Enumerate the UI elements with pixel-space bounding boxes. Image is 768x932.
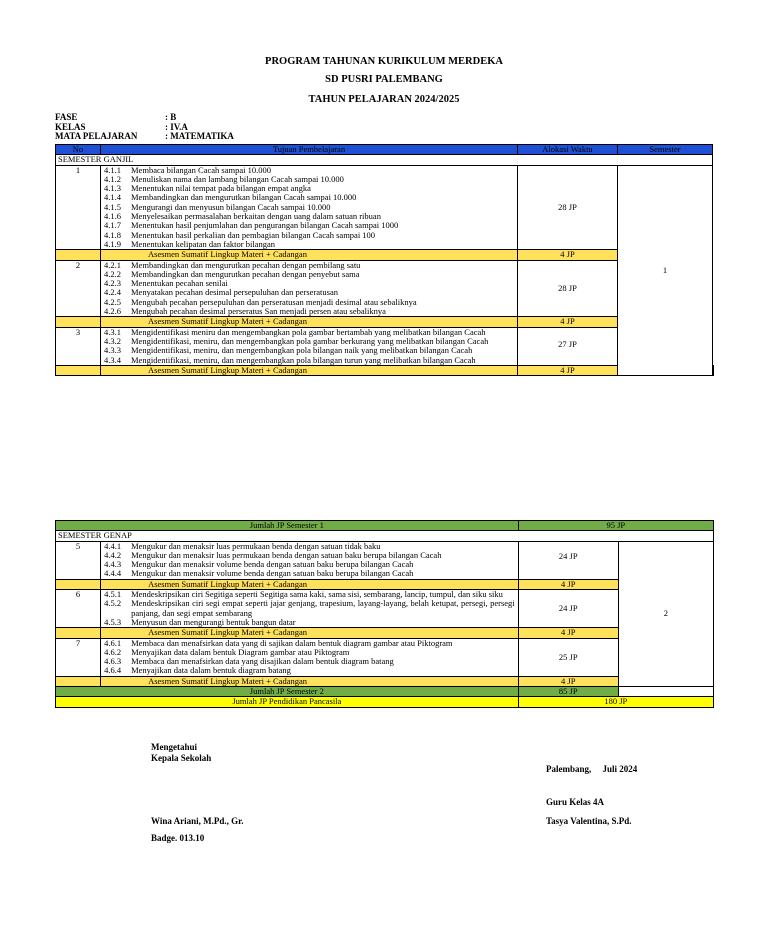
unit-items: [101, 165, 518, 250]
unit-no: 2: [56, 260, 101, 317]
doc-title: PROGRAM TAHUNAN KURIKULUM MERDEKA: [265, 56, 503, 67]
total-semester1-value: 95 JP: [518, 521, 713, 531]
unit-items: [101, 327, 518, 365]
signature-right: [546, 742, 637, 819]
grand-total-value: 180 JP: [518, 697, 713, 707]
list-item: 4.6.4 Menyajikan data dalam bentuk diagram batang: [104, 665, 291, 676]
list-item: 4.5.2 Mendeskripsikan ciri segi empat seperti jajar genjang, trapesium, layang-layang, belah ketupat, persegi, persegi panjang, dan segi empat sembarang: [104, 598, 515, 618]
mapel-label: MATA PELAJARAN: [55, 131, 138, 141]
asesmen-label: Asesmen Sumatif Lingkup Materi + Cadangan: [101, 365, 518, 375]
list-item: 4.1.8 Menentukan hasil perkalian dan pembagian bilangan Cacah sampai 100: [104, 229, 376, 240]
list-item: 4.3.3 Mengidentifikasi, meniru, dan mengembangkan pola bilangan naik yang melibatkan bilangan Cacah: [104, 345, 473, 356]
asesmen-row: [56, 579, 714, 589]
principal-name: Wina Ariani, M.Pd., Gr.: [151, 816, 244, 826]
asesmen-row: [56, 250, 714, 260]
list-item: 4.3.2 Mengidentifikasi, meniru, dan mengembangkan pola gambar berkurang yang melibatkan bilangan Cacah: [104, 335, 489, 346]
asesmen-label: Asesmen Sumatif Lingkup Materi + Cadangan: [101, 628, 519, 638]
list-item: 4.4.1 Mengukur dan menaksir luas permukaan benda dengan satuan tidak baku: [104, 540, 381, 551]
asesmen-label: Asesmen Sumatif Lingkup Materi + Cadangan: [101, 317, 518, 327]
list-item: 4.6.2 Menyajikan data dalam bentuk Diagram gambar atau Piktogram: [104, 646, 350, 657]
semester-number: 1: [618, 165, 713, 376]
total-semester1-row: [56, 521, 714, 531]
col-semester: Semester: [618, 145, 713, 155]
list-item: 4.3.1 Mengidentifikasi meniru dan mengembangkan pola gambar bertambah yang melibatkan bilangan Cacah: [104, 326, 486, 337]
unit-row: [56, 590, 714, 628]
semester1-table: [55, 144, 714, 376]
list-item: 4.1.7 Menentukan hasil penjumlahan dan pengurangan bilangan Cacah sampai 1000: [104, 220, 399, 231]
unit-items: [101, 638, 519, 676]
unit-items: [101, 541, 519, 579]
asesmen-jp: 4 JP: [518, 579, 618, 589]
list-item: 4.1.2 Menuliskan nama dan lambang bilangan Cacah sampai 10.000: [104, 173, 344, 184]
school-name: SD PUSRI PALEMBANG: [325, 74, 443, 85]
unit-jp: 28 JP: [518, 165, 618, 250]
unit-no: 6: [56, 590, 101, 628]
col-tujuan: Tujuan Pembelajaran: [101, 145, 518, 155]
asesmen-label: Asesmen Sumatif Lingkup Materi + Cadangan: [101, 676, 519, 686]
semester-ganjil-label: SEMESTER GANJIL: [56, 155, 713, 165]
asesmen-label: Asesmen Sumatif Lingkup Materi + Cadangan: [101, 579, 519, 589]
place-date: Palembang, Juli 2024: [546, 764, 638, 774]
asesmen-jp: 4 JP: [518, 317, 618, 327]
list-item: 4.1.5 Mengurangi dan menyusun bilangan Cacah sampai 10.000: [104, 201, 331, 212]
list-item: 4.2.4 Menyatakan pecahan desimal persepuluhan dan perseratusan: [104, 287, 338, 298]
unit-jp: 25 JP: [518, 638, 618, 676]
col-no: No: [56, 145, 101, 155]
principal-badge: Badge. 013.10: [151, 833, 205, 843]
semester-genap-row: [56, 531, 714, 541]
fase-label: FASE: [55, 112, 78, 122]
asesmen-jp: 4 JP: [518, 365, 618, 375]
list-item: 4.5.1 Mendeskripsikan ciri Segitiga seperti Segitiga sama kaki, sama sisi, sembarang, lancip, tumpul, dan siku siku: [104, 589, 503, 600]
mapel-value: : MATEMATIKA: [165, 131, 234, 141]
semester2-table: [55, 520, 714, 708]
mengetahui-label: Mengetahui: [151, 742, 197, 752]
list-item: 4.2.5 Mengubah pecahan persepuluhan dan perseratusan menjadi desimal atau sebaliknya: [104, 296, 417, 307]
unit-no: 1: [56, 165, 101, 250]
list-item: 4.2.3 Menentukan pecahan senilai: [104, 278, 228, 289]
semester-number: 2: [618, 541, 713, 686]
unit-jp: 24 JP: [518, 590, 618, 628]
kelas-label: KELAS: [55, 121, 86, 132]
unit-row: [56, 638, 714, 676]
grand-total-label: Jumlah JP Pendidikan Pancasila: [56, 697, 519, 707]
unit-jp: 24 JP: [518, 541, 618, 579]
unit-row: [56, 260, 714, 317]
list-item: 4.2.2 Membandingkan dan mengurutkan pecahan dengan penyebut sama: [104, 268, 360, 279]
list-item: 4.4.4 Mengukur dan menaksir volume benda dengan satuan baku berupa bilangan Cacah: [104, 568, 414, 579]
semester-genap-label: SEMESTER GENAP: [56, 531, 714, 541]
fase-value: : B: [165, 112, 177, 122]
unit-jp: 28 JP: [518, 260, 618, 317]
total-semester1-label: Jumlah JP Semester 1: [56, 521, 519, 531]
unit-row: [56, 165, 714, 250]
list-item: 4.1.9 Menentukan kelipatan dan faktor bilangan: [104, 238, 275, 249]
list-item: 4.4.3 Mengukur dan menaksir volume benda dengan satuan baku berupa bilangan Cacah: [104, 559, 414, 570]
asesmen-jp: 4 JP: [518, 250, 618, 260]
grand-total-row: [56, 697, 714, 707]
asesmen-row: [56, 317, 714, 327]
unit-row: [56, 327, 714, 365]
semester-ganjil-row: [56, 155, 714, 165]
unit-no: 5: [56, 541, 101, 579]
unit-items: [101, 590, 519, 628]
asesmen-row: [56, 365, 714, 375]
unit-row: [56, 541, 714, 579]
list-item: 4.4.2 Mengukur dan menaksir luas permukaan benda dengan satuan baku berupa bilangan Cacah: [104, 549, 442, 560]
total-semester2-label: Jumlah JP Semester 2: [56, 687, 519, 697]
total-semester2-value: 85 JP: [518, 687, 618, 697]
asesmen-jp: 4 JP: [518, 628, 618, 638]
list-item: 4.2.6 Mengubah pecahan desimal perseratus San menjadi persen atau sebaliknya: [104, 306, 386, 317]
meta-block: [55, 113, 234, 142]
list-item: 4.1.4 Membandingkan dan mengurutkan bilangan Cacah sampai 10.000: [104, 192, 357, 203]
list-item: 4.6.1 Membaca dan menafsirkan data yang di sajikan dalam bentuk diagram gambar atau Piktogram: [104, 637, 453, 648]
unit-jp: 27 JP: [518, 327, 618, 365]
list-item: 4.3.4 Mengidentifikasi, meniru, dan mengembangkan pola bilangan turun yang melibatkan bilangan Cacah: [104, 354, 476, 365]
kepala-sekolah-label: Kepala Sekolah: [151, 753, 212, 763]
asesmen-jp: 4 JP: [518, 676, 618, 686]
unit-items: [101, 260, 518, 317]
academic-year: TAHUN PELAJARAN 2024/2025: [308, 94, 460, 105]
list-item: 4.2.1 Membandingkan dan mengurutkan pecahan dengan pembilang satu: [104, 259, 361, 270]
guru-kelas-label: Guru Kelas 4A: [546, 797, 605, 807]
unit-no: 7: [56, 638, 101, 676]
list-item: 4.1.3 Menentukan nilai tempat pada bilangan empat angka: [104, 183, 311, 194]
signature-left: [151, 742, 211, 764]
asesmen-row: [56, 676, 714, 686]
table-header-row: [56, 145, 714, 155]
asesmen-row: [56, 628, 714, 638]
list-item: 4.5.3 Menyusun dan mengurangi bentuk bangun datar: [104, 616, 296, 627]
teacher-name: Tasya Valentina, S.Pd.: [546, 816, 632, 826]
col-alokasi: Alokasi Waktu: [518, 145, 618, 155]
asesmen-label: Asesmen Sumatif Lingkup Materi + Cadangan: [101, 250, 518, 260]
list-item: 4.1.6 Menyelesaikan permasalahan berkaitan dengan uang dalam satuan ribuan: [104, 211, 381, 222]
unit-no: 3: [56, 327, 101, 365]
list-item: 4.1.1 Membaca bilangan Cacah sampai 10.000: [104, 164, 271, 175]
total-semester2-row: [56, 687, 714, 697]
kelas-value: : IV.A: [165, 121, 188, 132]
list-item: 4.6.3 Membaca dan menafsirkan data yang disajikan dalam bentuk diagram batang: [104, 656, 394, 667]
